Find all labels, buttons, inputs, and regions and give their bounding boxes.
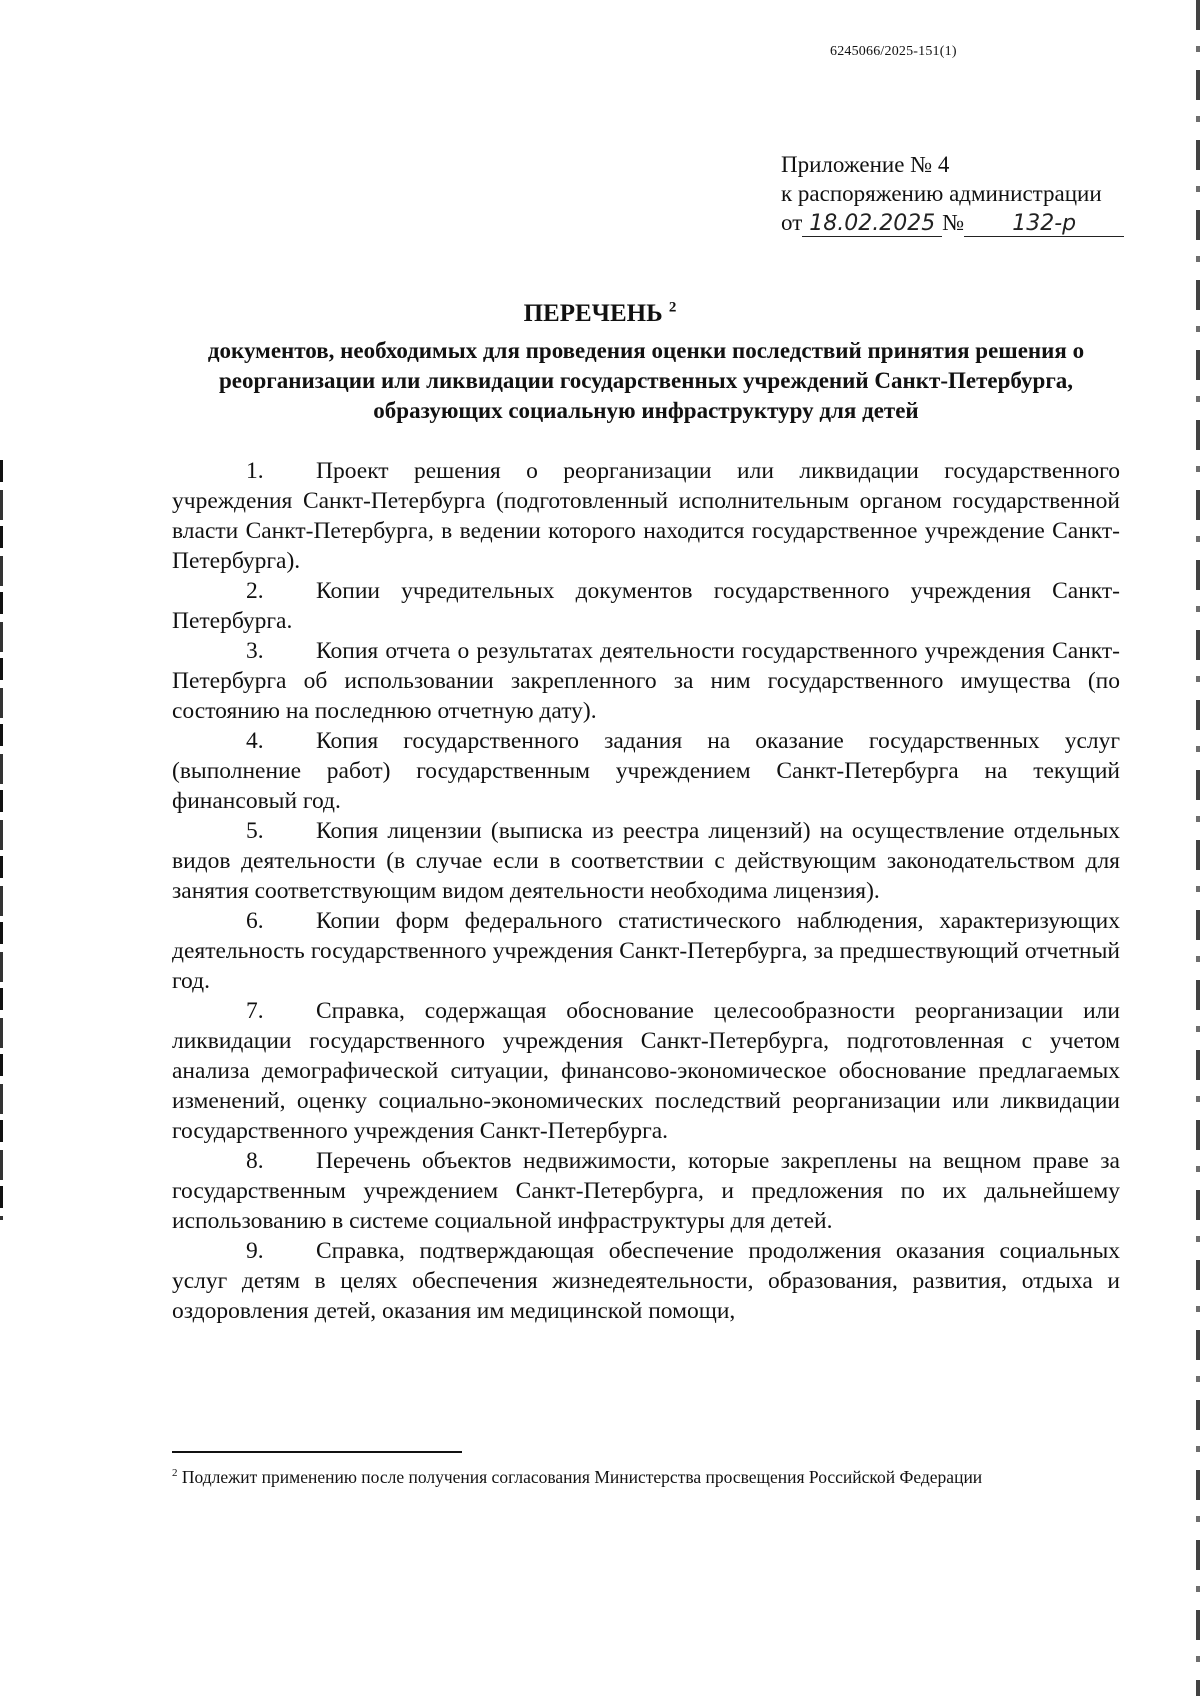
document-registration-number: 6245066/2025-151(1) — [830, 44, 957, 59]
list-item — [172, 456, 1120, 576]
list-item-number: 2. — [246, 578, 264, 604]
title-text: ПЕРЕЧЕНЬ — [523, 300, 663, 327]
attachment-reference: к распоряжению администрации — [781, 181, 1102, 206]
document-title — [0, 300, 1200, 328]
document-list — [172, 456, 1120, 1326]
list-item-number: 5. — [246, 818, 264, 844]
footnote-divider — [172, 1451, 462, 1453]
list-item-number: 1. — [246, 458, 264, 484]
handwritten-number: 132-р — [964, 212, 1124, 237]
document-subtitle: документов, необходимых для проведения оценки последствий принятия решения о реорганизации или ликвидации государственных учреждений Санкт-Петербурга, образующих социальную инфраструктуру для детей — [207, 338, 1085, 423]
list-item — [172, 726, 1120, 816]
footnote-text: Подлежит применению после получения согласования Министерства просвещения Российской Федерации — [181, 1467, 983, 1487]
list-item-text: Копия государственного задания на оказание государственных услуг (выполнение работ) государственным учреждением Санкт-Петербурга на текущий финансовый год. — [172, 728, 1120, 814]
list-item — [172, 576, 1120, 636]
list-item-text: Справка, подтверждающая обеспечение продолжения оказания социальных услуг детям в целях обеспечения жизнедеятельности, образования, развития, отдыха и оздоровления детей, оказания им медицинской помощи, — [172, 1238, 1120, 1324]
from-label: от — [781, 210, 803, 235]
list-item-text: Копия лицензии (выписка из реестра лицензий) на осуществление отдельных видов деятельности (в случае если в соответствии с действующим законодательством для занятия соответствующим видом деятельности необходима лицензия). — [172, 818, 1120, 904]
list-item-text: Проект решения о реорганизации или ликвидации государственного учреждения Санкт-Петербурга (подготовленный исполнительным органом государственной власти Санкт-Петербурга, в ведении которого находится государственное учреждение Санкт-Петербурга). — [172, 458, 1120, 574]
handwritten-date: 18.02.2025 — [802, 212, 942, 237]
footnote-ref: 2 — [172, 1467, 178, 1480]
list-item — [172, 906, 1120, 996]
attachment-date-line — [781, 208, 1124, 237]
scan-edge-artifact-left — [0, 460, 3, 1220]
list-item — [172, 816, 1120, 906]
list-item-number: 4. — [246, 728, 264, 754]
list-item-number: 8. — [246, 1148, 264, 1174]
list-item-number: 7. — [246, 998, 264, 1024]
footnote — [172, 1466, 1132, 1488]
list-item-number: 3. — [246, 638, 264, 664]
list-item-text: Перечень объектов недвижимости, которые закреплены на вещном праве за государственным учреждением Санкт-Петербурга, и предложения по их дальнейшему использованию в системе социальной инфраструктуры для детей. — [172, 1148, 1120, 1234]
list-item — [172, 1236, 1120, 1326]
list-item-text: Справка, содержащая обоснование целесообразности реорганизации или ликвидации государственного учреждения Санкт-Петербурга, подготовленная с учетом анализа демографической ситуации, финансово-экономическое обоснование предлагаемых изменений, оценку социально-экономических последствий реорганизации или ликвидации государственного учреждения Санкт-Петербурга. — [172, 998, 1120, 1144]
list-item — [172, 1146, 1120, 1236]
attachment-number: Приложение № 4 — [781, 152, 950, 177]
list-item — [172, 996, 1120, 1146]
list-item-text: Копии учредительных документов государственного учреждения Санкт-Петербурга. — [172, 578, 1120, 634]
scan-edge-artifact-right — [1196, 0, 1200, 1696]
list-item-text: Копия отчета о результатах деятельности государственного учреждения Санкт-Петербурга об использовании закрепленного за ним государственного имущества (по состоянию на последнюю отчетную дату). — [172, 638, 1120, 724]
title-footnote-ref: 2 — [668, 299, 677, 316]
list-item — [172, 636, 1120, 726]
number-label: № — [942, 210, 965, 235]
list-item-text: Копии форм федерального статистического наблюдения, характеризующих деятельность государственного учреждения Санкт-Петербурга, за предшествующий отчетный год. — [172, 908, 1120, 994]
list-item-number: 6. — [246, 908, 264, 934]
attachment-header — [781, 150, 1124, 237]
list-item-number: 9. — [246, 1238, 264, 1264]
